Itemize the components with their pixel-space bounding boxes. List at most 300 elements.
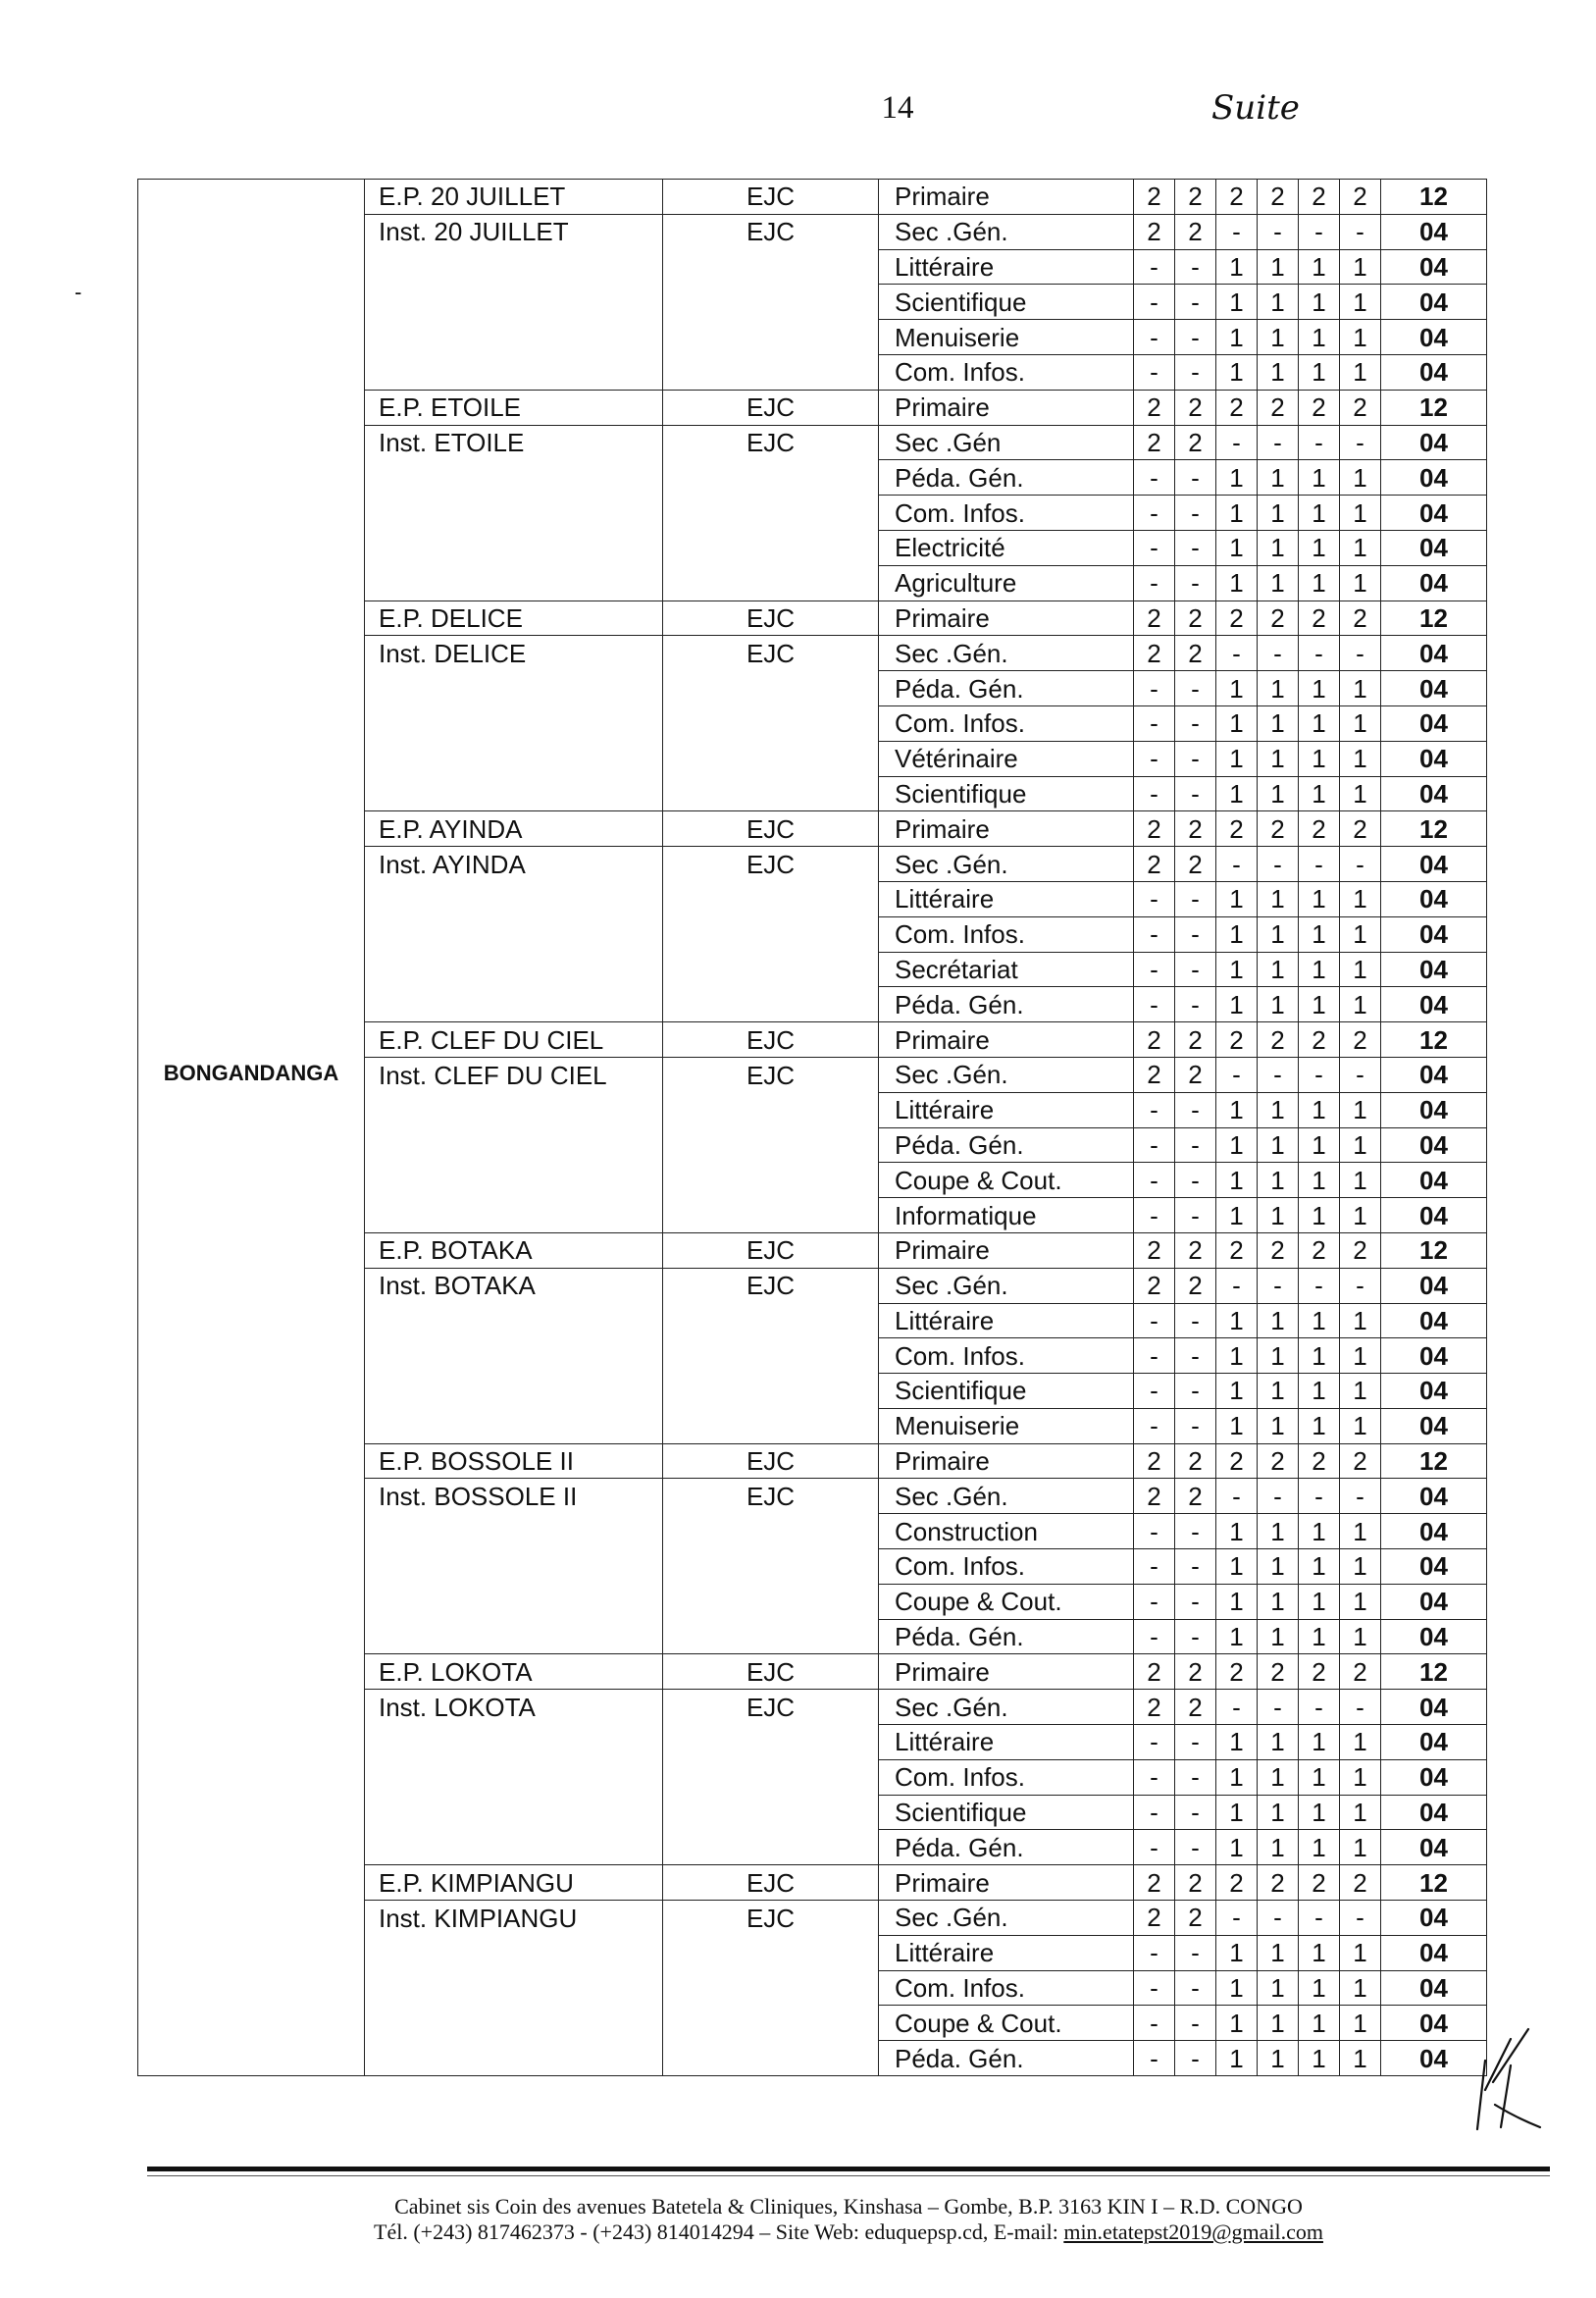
total-cell: 12 bbox=[1381, 180, 1487, 215]
year-count-cell: - bbox=[1216, 425, 1258, 460]
regime-cell bbox=[663, 496, 879, 531]
total-cell: 04 bbox=[1381, 1549, 1487, 1585]
table-row bbox=[138, 741, 1487, 776]
year-count-cell: 1 bbox=[1216, 1303, 1258, 1338]
section-cell: Informatique bbox=[879, 1198, 1134, 1233]
table-row bbox=[138, 565, 1487, 601]
table-row bbox=[138, 1443, 1487, 1479]
total-cell: 12 bbox=[1381, 1232, 1487, 1268]
year-count-cell: - bbox=[1258, 1901, 1299, 1936]
establishment-name: E.P. DELICE bbox=[365, 601, 663, 636]
district-cell bbox=[138, 1338, 365, 1374]
total-cell: 04 bbox=[1381, 987, 1487, 1022]
establishment-name bbox=[365, 916, 663, 952]
year-count-cell: 1 bbox=[1299, 2006, 1340, 2041]
year-count-cell: - bbox=[1175, 354, 1216, 390]
table-row bbox=[138, 1654, 1487, 1690]
establishment-name bbox=[365, 881, 663, 916]
table-row bbox=[138, 1584, 1487, 1619]
table-row bbox=[138, 1619, 1487, 1654]
year-count-cell: 1 bbox=[1258, 1584, 1299, 1619]
district-cell bbox=[138, 1408, 365, 1443]
district-cell bbox=[138, 1374, 365, 1409]
year-count-cell: 1 bbox=[1340, 320, 1381, 355]
establishment-name bbox=[365, 249, 663, 285]
year-count-cell: 1 bbox=[1299, 1514, 1340, 1549]
establishment-name bbox=[365, 741, 663, 776]
district-cell bbox=[138, 1232, 365, 1268]
section-cell: Sec .Gén. bbox=[879, 1901, 1134, 1936]
signature-mark bbox=[1471, 2021, 1560, 2134]
footer-email-link[interactable]: min.etatepst2019@gmail.com bbox=[1063, 2220, 1323, 2244]
year-count-cell: - bbox=[1134, 1584, 1175, 1619]
district-cell bbox=[138, 1092, 365, 1127]
year-count-cell: - bbox=[1175, 1303, 1216, 1338]
footer-rule bbox=[147, 2167, 1550, 2171]
year-count-cell: 2 bbox=[1134, 847, 1175, 882]
total-cell: 04 bbox=[1381, 1374, 1487, 1409]
total-cell: 04 bbox=[1381, 460, 1487, 496]
regime-cell: EJC bbox=[663, 1057, 879, 1092]
section-cell: Sec .Gén. bbox=[879, 1479, 1134, 1514]
total-cell: 12 bbox=[1381, 1022, 1487, 1058]
district-cell bbox=[138, 916, 365, 952]
year-count-cell: - bbox=[1175, 496, 1216, 531]
section-cell: Primaire bbox=[879, 1654, 1134, 1690]
year-count-cell: - bbox=[1216, 1057, 1258, 1092]
regime-cell bbox=[663, 565, 879, 601]
year-count-cell: 2 bbox=[1216, 811, 1258, 847]
establishment-name: Inst. AYINDA bbox=[365, 847, 663, 882]
year-count-cell: - bbox=[1175, 2041, 1216, 2076]
total-cell: 04 bbox=[1381, 1795, 1487, 1830]
establishment-name bbox=[365, 705, 663, 741]
year-count-cell: 1 bbox=[1258, 952, 1299, 987]
table-row bbox=[138, 811, 1487, 847]
establishment-name bbox=[365, 2041, 663, 2076]
regime-cell bbox=[663, 952, 879, 987]
total-cell: 12 bbox=[1381, 390, 1487, 425]
year-count-cell: - bbox=[1134, 565, 1175, 601]
table-row bbox=[138, 425, 1487, 460]
year-count-cell: 1 bbox=[1216, 1970, 1258, 2006]
total-cell: 04 bbox=[1381, 1338, 1487, 1374]
regime-cell bbox=[663, 1408, 879, 1443]
year-count-cell: - bbox=[1175, 1725, 1216, 1760]
regime-cell: EJC bbox=[663, 811, 879, 847]
year-count-cell: 1 bbox=[1299, 354, 1340, 390]
year-count-cell: 1 bbox=[1216, 1408, 1258, 1443]
year-count-cell: 1 bbox=[1299, 741, 1340, 776]
table-row bbox=[138, 1549, 1487, 1585]
table-row bbox=[138, 1374, 1487, 1409]
total-cell: 04 bbox=[1381, 1198, 1487, 1233]
section-cell: Electricité bbox=[879, 530, 1134, 565]
district-cell bbox=[138, 776, 365, 811]
total-cell: 04 bbox=[1381, 1057, 1487, 1092]
year-count-cell: 2 bbox=[1134, 214, 1175, 249]
year-count-cell: 1 bbox=[1340, 1725, 1381, 1760]
year-count-cell: 1 bbox=[1299, 1163, 1340, 1198]
table-body bbox=[138, 180, 1487, 2076]
regime-cell bbox=[663, 1198, 879, 1233]
establishment-name bbox=[365, 1338, 663, 1374]
section-cell: Com. Infos. bbox=[879, 916, 1134, 952]
section-cell: Littéraire bbox=[879, 249, 1134, 285]
year-count-cell: 1 bbox=[1216, 1127, 1258, 1163]
table-row bbox=[138, 601, 1487, 636]
year-count-cell: 1 bbox=[1216, 1935, 1258, 1970]
year-count-cell: - bbox=[1258, 1479, 1299, 1514]
regime-cell: EJC bbox=[663, 1865, 879, 1901]
table-row bbox=[138, 881, 1487, 916]
regime-cell bbox=[663, 1795, 879, 1830]
year-count-cell: 1 bbox=[1340, 881, 1381, 916]
year-count-cell: - bbox=[1134, 1408, 1175, 1443]
year-count-cell: - bbox=[1134, 354, 1175, 390]
year-count-cell: 1 bbox=[1299, 249, 1340, 285]
year-count-cell: 1 bbox=[1216, 952, 1258, 987]
table-row bbox=[138, 1865, 1487, 1901]
year-count-cell: 1 bbox=[1258, 1338, 1299, 1374]
regime-cell bbox=[663, 1830, 879, 1865]
year-count-cell: 1 bbox=[1258, 1374, 1299, 1409]
district-cell bbox=[138, 1795, 365, 1830]
year-count-cell: - bbox=[1175, 1408, 1216, 1443]
year-count-cell: 1 bbox=[1340, 565, 1381, 601]
year-count-cell: 2 bbox=[1299, 390, 1340, 425]
year-count-cell: 1 bbox=[1216, 2006, 1258, 2041]
year-count-cell: 1 bbox=[1258, 1830, 1299, 1865]
year-count-cell: - bbox=[1175, 741, 1216, 776]
establishment-name bbox=[365, 320, 663, 355]
year-count-cell: - bbox=[1175, 952, 1216, 987]
table-row bbox=[138, 390, 1487, 425]
district-cell bbox=[138, 460, 365, 496]
year-count-cell: 1 bbox=[1299, 320, 1340, 355]
year-count-cell: 2 bbox=[1134, 390, 1175, 425]
footer-contact bbox=[147, 2220, 1550, 2245]
year-count-cell: 1 bbox=[1258, 1795, 1299, 1830]
year-count-cell: 1 bbox=[1340, 1092, 1381, 1127]
year-count-cell: 1 bbox=[1258, 671, 1299, 706]
year-count-cell: - bbox=[1258, 636, 1299, 671]
year-count-cell: 1 bbox=[1258, 776, 1299, 811]
year-count-cell: 1 bbox=[1216, 530, 1258, 565]
section-cell: Com. Infos. bbox=[879, 1970, 1134, 2006]
total-cell: 04 bbox=[1381, 1408, 1487, 1443]
year-count-cell: - bbox=[1175, 530, 1216, 565]
table-row bbox=[138, 1901, 1487, 1936]
footer-contact-text: Tél. (+243) 817462373 - (+243) 814014294 – Site Web: eduquepsp.cd, E-mail: bbox=[374, 2220, 1064, 2244]
year-count-cell: - bbox=[1340, 636, 1381, 671]
district-cell bbox=[138, 320, 365, 355]
section-cell: Primaire bbox=[879, 1232, 1134, 1268]
year-count-cell: 2 bbox=[1175, 1865, 1216, 1901]
year-count-cell: 1 bbox=[1216, 776, 1258, 811]
establishment-name bbox=[365, 1619, 663, 1654]
year-count-cell: - bbox=[1175, 565, 1216, 601]
year-count-cell: 2 bbox=[1299, 180, 1340, 215]
year-count-cell: 2 bbox=[1216, 180, 1258, 215]
year-count-cell: 1 bbox=[1340, 285, 1381, 320]
year-count-cell: 1 bbox=[1340, 1338, 1381, 1374]
total-cell: 04 bbox=[1381, 847, 1487, 882]
regime-cell: EJC bbox=[663, 1901, 879, 1936]
establishment-name: E.P. ETOILE bbox=[365, 390, 663, 425]
table-row bbox=[138, 2006, 1487, 2041]
year-count-cell: 1 bbox=[1258, 741, 1299, 776]
year-count-cell: - bbox=[1258, 1268, 1299, 1303]
year-count-cell: 2 bbox=[1134, 180, 1175, 215]
table-row bbox=[138, 847, 1487, 882]
regime-cell: EJC bbox=[663, 1022, 879, 1058]
year-count-cell: 1 bbox=[1299, 565, 1340, 601]
section-cell: Agriculture bbox=[879, 565, 1134, 601]
year-count-cell: 1 bbox=[1299, 1338, 1340, 1374]
district-cell bbox=[138, 1443, 365, 1479]
year-count-cell: - bbox=[1258, 214, 1299, 249]
year-count-cell: 1 bbox=[1299, 2041, 1340, 2076]
establishment-name bbox=[365, 952, 663, 987]
section-cell: Primaire bbox=[879, 811, 1134, 847]
table-row bbox=[138, 1338, 1487, 1374]
year-count-cell: 1 bbox=[1299, 1830, 1340, 1865]
year-count-cell: 1 bbox=[1340, 952, 1381, 987]
district-cell bbox=[138, 565, 365, 601]
year-count-cell: - bbox=[1258, 1690, 1299, 1725]
year-count-cell: 1 bbox=[1258, 1163, 1299, 1198]
year-count-cell: - bbox=[1175, 916, 1216, 952]
year-count-cell: - bbox=[1134, 460, 1175, 496]
year-count-cell: - bbox=[1134, 1759, 1175, 1795]
regime-cell bbox=[663, 460, 879, 496]
year-count-cell: 2 bbox=[1340, 1232, 1381, 1268]
year-count-cell: 2 bbox=[1175, 425, 1216, 460]
year-count-cell: - bbox=[1175, 705, 1216, 741]
table-row bbox=[138, 1970, 1487, 2006]
year-count-cell: 2 bbox=[1258, 1022, 1299, 1058]
establishment-name: Inst. KIMPIANGU bbox=[365, 1901, 663, 1936]
section-cell: Coupe & Cout. bbox=[879, 1584, 1134, 1619]
district-cell bbox=[138, 1163, 365, 1198]
section-cell: Scientifique bbox=[879, 776, 1134, 811]
year-count-cell: 1 bbox=[1340, 1408, 1381, 1443]
year-count-cell: 2 bbox=[1216, 1232, 1258, 1268]
year-count-cell: 1 bbox=[1258, 1127, 1299, 1163]
regime-cell bbox=[663, 1338, 879, 1374]
establishment-name: E.P. CLEF DU CIEL bbox=[365, 1022, 663, 1058]
section-cell: Primaire bbox=[879, 1443, 1134, 1479]
year-count-cell: - bbox=[1175, 1092, 1216, 1127]
year-count-cell: 2 bbox=[1134, 425, 1175, 460]
year-count-cell: - bbox=[1134, 1725, 1175, 1760]
total-cell: 04 bbox=[1381, 565, 1487, 601]
year-count-cell: 1 bbox=[1258, 1514, 1299, 1549]
year-count-cell: - bbox=[1134, 249, 1175, 285]
district-cell bbox=[138, 1268, 365, 1303]
regime-cell bbox=[663, 1584, 879, 1619]
year-count-cell: - bbox=[1175, 1830, 1216, 1865]
district-cell bbox=[138, 1654, 365, 1690]
year-count-cell: - bbox=[1216, 1479, 1258, 1514]
total-cell: 04 bbox=[1381, 1127, 1487, 1163]
year-count-cell: 1 bbox=[1340, 1303, 1381, 1338]
year-count-cell: 1 bbox=[1216, 2041, 1258, 2076]
year-count-cell: 1 bbox=[1299, 1619, 1340, 1654]
establishment-name bbox=[365, 1408, 663, 1443]
year-count-cell: 1 bbox=[1299, 285, 1340, 320]
year-count-cell: - bbox=[1134, 1374, 1175, 1409]
year-count-cell: 1 bbox=[1258, 1759, 1299, 1795]
regime-cell bbox=[663, 881, 879, 916]
footer-address: Cabinet sis Coin des avenues Batetela & Cliniques, Kinshasa – Gombe, B.P. 3163 KIN I – R.D. CONGO bbox=[394, 2194, 1303, 2219]
establishment-name: E.P. BOTAKA bbox=[365, 1232, 663, 1268]
year-count-cell: - bbox=[1216, 214, 1258, 249]
table-row bbox=[138, 1725, 1487, 1760]
establishment-name bbox=[365, 460, 663, 496]
year-count-cell: 1 bbox=[1340, 1935, 1381, 1970]
year-count-cell: 2 bbox=[1134, 1268, 1175, 1303]
year-count-cell: 1 bbox=[1340, 705, 1381, 741]
year-count-cell: 1 bbox=[1258, 1619, 1299, 1654]
year-count-cell: 1 bbox=[1258, 705, 1299, 741]
year-count-cell: 1 bbox=[1258, 1725, 1299, 1760]
margin-mark: - bbox=[75, 280, 82, 304]
district-cell bbox=[138, 1022, 365, 1058]
year-count-cell: 1 bbox=[1216, 916, 1258, 952]
year-count-cell: - bbox=[1175, 987, 1216, 1022]
year-count-cell: 1 bbox=[1340, 2006, 1381, 2041]
regime-cell: EJC bbox=[663, 214, 879, 249]
year-count-cell: 2 bbox=[1258, 811, 1299, 847]
year-count-cell: 1 bbox=[1258, 496, 1299, 531]
year-count-cell: 2 bbox=[1175, 1479, 1216, 1514]
year-count-cell: - bbox=[1175, 1549, 1216, 1585]
establishment-name bbox=[365, 987, 663, 1022]
regime-cell bbox=[663, 1725, 879, 1760]
regime-cell: EJC bbox=[663, 1479, 879, 1514]
year-count-cell: - bbox=[1340, 1268, 1381, 1303]
table-row bbox=[138, 1198, 1487, 1233]
year-count-cell: 2 bbox=[1340, 390, 1381, 425]
year-count-cell: 1 bbox=[1340, 671, 1381, 706]
district-cell bbox=[138, 601, 365, 636]
regime-cell bbox=[663, 1935, 879, 1970]
establishment-name bbox=[365, 1970, 663, 2006]
establishment-name: E.P. 20 JUILLET bbox=[365, 180, 663, 215]
year-count-cell: 1 bbox=[1216, 1198, 1258, 1233]
year-count-cell: 1 bbox=[1216, 249, 1258, 285]
year-count-cell: 1 bbox=[1258, 1970, 1299, 2006]
year-count-cell: 2 bbox=[1216, 601, 1258, 636]
year-count-cell: - bbox=[1134, 1935, 1175, 1970]
year-count-cell: 1 bbox=[1216, 1759, 1258, 1795]
year-count-cell: - bbox=[1299, 847, 1340, 882]
table-row bbox=[138, 1163, 1487, 1198]
year-count-cell: - bbox=[1258, 425, 1299, 460]
year-count-cell: 2 bbox=[1299, 1022, 1340, 1058]
section-cell: Sec .Gén. bbox=[879, 1690, 1134, 1725]
year-count-cell: 1 bbox=[1216, 881, 1258, 916]
section-cell: Com. Infos. bbox=[879, 705, 1134, 741]
total-cell: 04 bbox=[1381, 776, 1487, 811]
year-count-cell: 1 bbox=[1299, 952, 1340, 987]
district-cell bbox=[138, 811, 365, 847]
total-cell: 04 bbox=[1381, 249, 1487, 285]
year-count-cell: 1 bbox=[1258, 1408, 1299, 1443]
section-cell: Scientifique bbox=[879, 285, 1134, 320]
table-row bbox=[138, 530, 1487, 565]
district-cell bbox=[138, 1725, 365, 1760]
regime-cell bbox=[663, 1970, 879, 2006]
year-count-cell: 2 bbox=[1258, 601, 1299, 636]
year-count-cell: 1 bbox=[1299, 1374, 1340, 1409]
table-row bbox=[138, 1690, 1487, 1725]
year-count-cell: - bbox=[1175, 249, 1216, 285]
district-cell bbox=[138, 496, 365, 531]
year-count-cell: 2 bbox=[1258, 1443, 1299, 1479]
establishment-name: Inst. 20 JUILLET bbox=[365, 214, 663, 249]
year-count-cell: - bbox=[1216, 636, 1258, 671]
total-cell: 04 bbox=[1381, 671, 1487, 706]
district-cell bbox=[138, 1127, 365, 1163]
year-count-cell: - bbox=[1216, 1690, 1258, 1725]
year-count-cell: 1 bbox=[1340, 776, 1381, 811]
year-count-cell: - bbox=[1175, 1759, 1216, 1795]
total-cell: 04 bbox=[1381, 1901, 1487, 1936]
year-count-cell: 1 bbox=[1258, 2041, 1299, 2076]
table-row bbox=[138, 1408, 1487, 1443]
year-count-cell: 2 bbox=[1134, 1022, 1175, 1058]
total-cell: 04 bbox=[1381, 285, 1487, 320]
year-count-cell: - bbox=[1134, 1303, 1175, 1338]
year-count-cell: 1 bbox=[1340, 741, 1381, 776]
establishment-name bbox=[365, 1127, 663, 1163]
establishment-name bbox=[365, 1725, 663, 1760]
suite-mark: Suite bbox=[1211, 88, 1300, 128]
regime-cell bbox=[663, 1163, 879, 1198]
regime-cell bbox=[663, 1549, 879, 1585]
table-row bbox=[138, 1479, 1487, 1514]
section-cell: Littéraire bbox=[879, 1303, 1134, 1338]
regime-cell: EJC bbox=[663, 601, 879, 636]
total-cell: 04 bbox=[1381, 1970, 1487, 2006]
establishment-name bbox=[365, 1795, 663, 1830]
table-row bbox=[138, 249, 1487, 285]
table-row bbox=[138, 354, 1487, 390]
total-cell: 04 bbox=[1381, 425, 1487, 460]
year-count-cell: 2 bbox=[1175, 1901, 1216, 1936]
year-count-cell: - bbox=[1134, 1338, 1175, 1374]
table-row bbox=[138, 1127, 1487, 1163]
district-cell bbox=[138, 636, 365, 671]
regime-cell: EJC bbox=[663, 1690, 879, 1725]
year-count-cell: 1 bbox=[1258, 249, 1299, 285]
total-cell: 12 bbox=[1381, 811, 1487, 847]
year-count-cell: 2 bbox=[1299, 1232, 1340, 1268]
year-count-cell: - bbox=[1134, 881, 1175, 916]
year-count-cell: - bbox=[1175, 2006, 1216, 2041]
section-cell: Sec .Gén. bbox=[879, 636, 1134, 671]
year-count-cell: - bbox=[1340, 1690, 1381, 1725]
establishment-name bbox=[365, 1374, 663, 1409]
year-count-cell: 1 bbox=[1340, 1549, 1381, 1585]
section-cell: Sec .Gén. bbox=[879, 1057, 1134, 1092]
year-count-cell: 1 bbox=[1258, 354, 1299, 390]
section-cell: Sec .Gén bbox=[879, 425, 1134, 460]
year-count-cell: - bbox=[1134, 987, 1175, 1022]
